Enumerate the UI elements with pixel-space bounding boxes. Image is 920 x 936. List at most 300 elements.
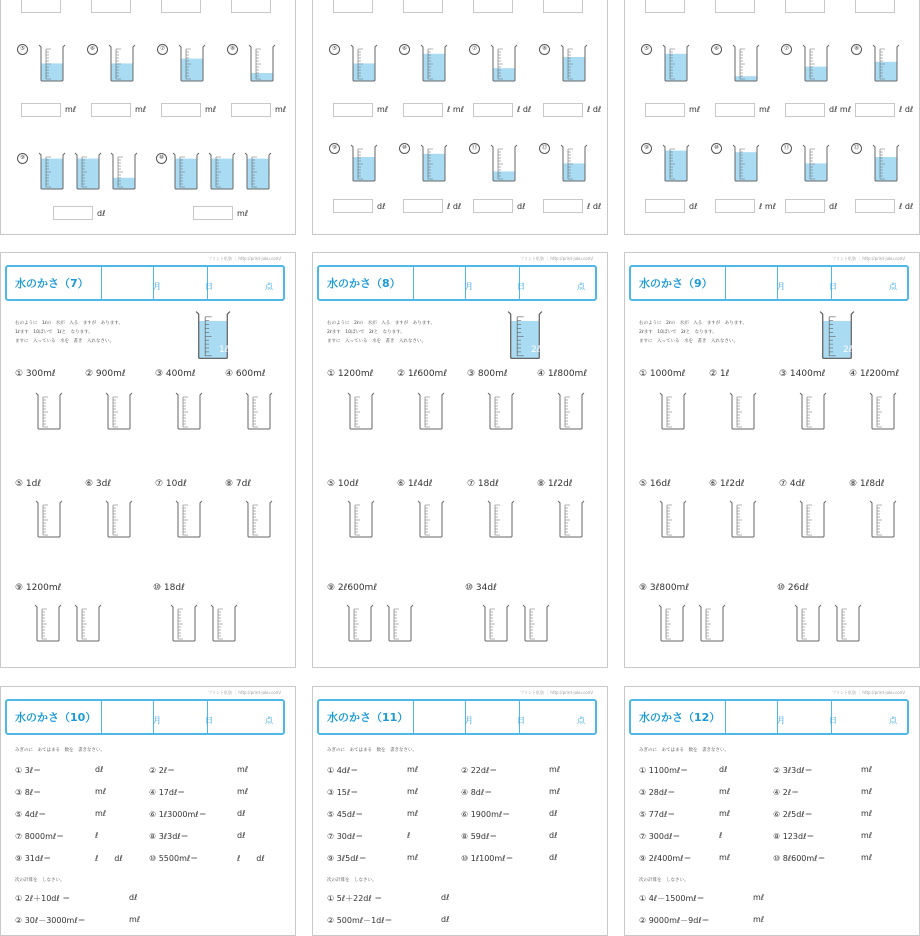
answer-unit: ℓ dℓ	[587, 105, 602, 114]
answer-box[interactable]	[715, 0, 755, 13]
problem-number: ⑫	[851, 143, 862, 154]
empty-beaker-icon	[31, 603, 65, 643]
answer-unit: dℓ	[689, 202, 698, 211]
day-label: 日	[205, 716, 213, 725]
month-label: 月	[153, 282, 161, 291]
conversion-unit: mℓ	[407, 787, 419, 796]
problem-label: ⑤ 1dℓ	[15, 479, 42, 489]
score-label: 点	[577, 716, 585, 725]
conversion-problem: ⑤ 45dℓ＝	[327, 810, 364, 819]
conversion-problem: ② 2ℓ＝	[149, 766, 176, 775]
problem-number: ⑨	[641, 143, 652, 154]
problem-label: ⑥ 1ℓ2dℓ	[709, 479, 745, 489]
conversion-unit: mℓ	[861, 787, 873, 796]
site-credit: プリント私塾 ｜ http://print-juku.com/	[519, 690, 593, 695]
worksheet-header	[629, 265, 909, 301]
empty-beaker-icon	[555, 391, 587, 431]
worksheet-9	[624, 252, 920, 668]
empty-beaker-icon	[791, 603, 825, 643]
answer-unit: dℓ	[377, 202, 386, 211]
empty-beaker-icon	[479, 603, 513, 643]
answer-box[interactable]	[473, 199, 513, 213]
answer-unit: mℓ	[135, 105, 147, 114]
conversion-unit: mℓ	[549, 787, 561, 796]
sample-beaker-label: 2ℓ	[843, 345, 853, 355]
conversion-unit: dℓ	[549, 809, 558, 818]
empty-beaker-icon	[71, 603, 105, 643]
measuring-beaker-icon	[419, 43, 449, 83]
empty-beaker-icon	[485, 391, 517, 431]
answer-box[interactable]	[161, 0, 201, 13]
score-label: 点	[889, 716, 897, 725]
problem-label: ③ 1400mℓ	[779, 369, 826, 379]
measuring-beaker-icon	[419, 143, 449, 183]
empty-beaker-icon	[867, 499, 899, 539]
answer-unit: ℓ dℓ	[517, 105, 532, 114]
measuring-beaker-icon	[731, 43, 761, 83]
problem-number: ⑥	[711, 44, 722, 55]
measuring-beaker-icon	[489, 143, 519, 183]
conversion-unit: dℓ	[237, 809, 246, 818]
problem-number: ⑤	[641, 44, 652, 55]
measuring-beaker-icon	[247, 43, 277, 83]
conversion-problem: ② 22dℓ＝	[461, 766, 498, 775]
empty-beaker-icon	[555, 499, 587, 539]
header-divider	[725, 701, 726, 733]
calc-unit: dℓ	[441, 893, 450, 902]
empty-beaker-icon	[167, 603, 201, 643]
problem-label: ① 1000mℓ	[639, 369, 686, 379]
worksheet-header	[5, 699, 285, 735]
problem-number: ⑦	[469, 44, 480, 55]
answer-box[interactable]	[645, 199, 685, 213]
empty-beaker-icon	[657, 391, 689, 431]
conversion-unit: ℓ	[407, 831, 411, 840]
empty-beaker-icon	[655, 603, 689, 643]
empty-beaker-icon	[415, 391, 447, 431]
conversion-unit: ℓ	[719, 831, 723, 840]
conversion-unit: mℓ	[237, 787, 249, 796]
conversion-unit: mℓ	[237, 765, 249, 774]
answer-unit: dℓ mℓ	[829, 105, 852, 114]
empty-beaker-icon	[727, 391, 759, 431]
empty-beaker-icon	[173, 499, 205, 539]
conversion-unit: mℓ	[719, 787, 731, 796]
empty-beaker-icon	[33, 391, 65, 431]
problem-label: ⑨ 2ℓ600mℓ	[327, 583, 378, 593]
answer-unit: mℓ	[205, 105, 217, 114]
problem-number: ⑫	[539, 143, 550, 154]
answer-box[interactable]	[855, 103, 895, 117]
conversion-problem: ③ 15ℓ＝	[327, 788, 359, 797]
answer-unit: dℓ	[829, 202, 838, 211]
conversion-problem: ③ 28dℓ＝	[639, 788, 676, 797]
measuring-beaker-icon	[349, 143, 379, 183]
measuring-beaker-icon	[109, 151, 139, 191]
problem-label: ⑦ 10dℓ	[155, 479, 187, 489]
instructions: みぎのに あてはまる 数を 書きなさい。	[639, 748, 729, 753]
instructions: 右のように 2ℓの 水が 入る ますが あります。 2ℓます 10ぱいで 2ℓと なります。 ますに 入っている 水を 書き 入れなさい。	[327, 321, 435, 344]
conversion-problem: ⑥ 1900mℓ＝	[461, 810, 511, 819]
problem-number: ⑦	[781, 44, 792, 55]
site-credit: プリント私塾 ｜ http://print-juku.com/	[831, 690, 905, 695]
calc-problem: ① 2ℓ＋10dℓ ＝	[15, 894, 71, 903]
conversion-problem: ⑦ 300dℓ＝	[639, 832, 681, 841]
header-divider	[101, 701, 102, 733]
problem-label: ① 300mℓ	[15, 369, 56, 379]
answer-box[interactable]	[715, 103, 755, 117]
problem-number: ⑥	[399, 44, 410, 55]
score-label: 点	[577, 282, 585, 291]
empty-beaker-icon	[797, 391, 829, 431]
calc-unit: mℓ	[753, 915, 765, 924]
problem-label: ② 1ℓ	[709, 369, 730, 379]
measuring-beaker-icon	[559, 143, 589, 183]
worksheet-title: 水のかさ（7）	[15, 277, 89, 290]
answer-box[interactable]	[161, 103, 201, 117]
conversion-unit: mℓ	[861, 831, 873, 840]
problem-number: ⑧	[227, 44, 238, 55]
problem-label: ⑩ 34dℓ	[465, 583, 497, 593]
conversion-unit: mℓ	[95, 809, 107, 818]
answer-unit: ℓ dℓ	[899, 202, 914, 211]
measuring-beaker-icon	[177, 43, 207, 83]
measuring-beaker-icon	[207, 151, 237, 191]
problem-number: ⑧	[539, 44, 550, 55]
answer-box[interactable]	[543, 0, 583, 13]
conversion-unit: ℓ dℓ	[237, 854, 265, 863]
problem-number: ⑩	[711, 143, 722, 154]
month-label: 月	[777, 282, 785, 291]
answer-unit: ℓ dℓ	[587, 202, 602, 211]
answer-box[interactable]	[403, 0, 443, 13]
problem-number: ⑨	[17, 153, 28, 164]
answer-box[interactable]	[473, 103, 513, 117]
month-label: 月	[777, 716, 785, 725]
answer-unit: dℓ	[97, 209, 106, 218]
answer-box[interactable]	[53, 206, 93, 220]
site-credit: プリント私塾 ｜ http://print-juku.com/	[831, 256, 905, 261]
answer-unit: mℓ	[377, 105, 389, 114]
measuring-beaker-icon	[731, 143, 761, 183]
worksheet-top-left	[0, 0, 296, 235]
answer-box[interactable]	[785, 199, 825, 213]
answer-box[interactable]	[403, 199, 443, 213]
problem-label: ⑩ 18dℓ	[153, 583, 185, 593]
conversion-problem: ⑥ 1ℓ3000mℓ＝	[149, 810, 207, 819]
answer-box[interactable]	[91, 103, 131, 117]
instructions: みぎのに あてはまる 数を 書きなさい。	[15, 748, 105, 753]
conversion-unit: mℓ	[407, 809, 419, 818]
problem-label: ⑥ 3dℓ	[85, 479, 112, 489]
conversion-problem: ⑧ 123dℓ＝	[773, 832, 815, 841]
measuring-beaker-icon	[243, 151, 273, 191]
answer-box[interactable]	[785, 103, 825, 117]
conversion-unit: mℓ	[719, 809, 731, 818]
conversion-unit: mℓ	[549, 765, 561, 774]
problem-number: ⑩	[156, 153, 167, 164]
problem-label: ⑧ 1ℓ8dℓ	[849, 479, 885, 489]
subheading: 次の計算を しなさい。	[639, 878, 689, 883]
worksheet-top-right	[624, 0, 920, 235]
conversion-problem: ② 3ℓ3dℓ＝	[773, 766, 813, 775]
conversion-problem: ④ 2ℓ＝	[773, 788, 800, 797]
conversion-unit: dℓ	[549, 831, 558, 840]
answer-unit: mℓ	[65, 105, 77, 114]
month-label: 月	[465, 716, 473, 725]
worksheet-7	[0, 252, 296, 668]
problem-label: ② 1ℓ600mℓ	[397, 369, 448, 379]
answer-unit: mℓ	[689, 105, 701, 114]
calc-problem: ① 5ℓ＋22dℓ ＝	[327, 894, 383, 903]
answer-box[interactable]	[715, 199, 755, 213]
header-divider	[101, 267, 102, 299]
empty-beaker-icon	[831, 603, 865, 643]
conversion-problem: ⑦ 8000mℓ＝	[15, 832, 65, 841]
month-label: 月	[153, 716, 161, 725]
problem-label: ④ 1ℓ800mℓ	[537, 369, 588, 379]
conversion-problem: ① 4dℓ＝	[327, 766, 359, 775]
worksheet-header	[317, 699, 597, 735]
empty-beaker-icon	[695, 603, 729, 643]
worksheet-header	[317, 265, 597, 301]
empty-beaker-icon	[383, 603, 417, 643]
problem-number: ⑤	[17, 44, 28, 55]
measuring-beaker-icon	[661, 43, 691, 83]
answer-unit: ℓ mℓ	[447, 105, 464, 114]
conversion-problem: ⑤ 4dℓ＝	[15, 810, 47, 819]
conversion-unit: mℓ	[407, 853, 419, 862]
site-credit: プリント私塾 ｜ http://print-juku.com/	[207, 256, 281, 261]
worksheet-title: 水のかさ（10）	[15, 711, 97, 724]
answer-unit: ℓ dℓ	[447, 202, 462, 211]
month-label: 月	[465, 282, 473, 291]
empty-beaker-icon	[519, 603, 553, 643]
header-divider	[413, 267, 414, 299]
conversion-unit: ℓ	[95, 831, 99, 840]
score-label: 点	[265, 716, 273, 725]
empty-beaker-icon	[343, 603, 377, 643]
calc-problem: ② 30ℓ－3000mℓ＝	[15, 916, 86, 925]
answer-box[interactable]	[21, 0, 61, 13]
conversion-unit: dℓ	[549, 853, 558, 862]
day-label: 日	[517, 282, 525, 291]
empty-beaker-icon	[345, 499, 377, 539]
answer-box[interactable]	[91, 0, 131, 13]
conversion-problem: ⑧ 3ℓ3dℓ＝	[149, 832, 189, 841]
problem-number: ⑪	[469, 143, 480, 154]
empty-beaker-icon	[797, 499, 829, 539]
answer-box[interactable]	[403, 103, 443, 117]
answer-box[interactable]	[473, 0, 513, 13]
measuring-beaker-icon	[871, 143, 901, 183]
conversion-problem: ⑦ 30dℓ＝	[327, 832, 364, 841]
conversion-unit: dℓ	[95, 765, 104, 774]
empty-beaker-icon	[207, 603, 241, 643]
conversion-unit: mℓ	[861, 765, 873, 774]
answer-unit: ℓ mℓ	[759, 202, 776, 211]
measuring-beaker-icon	[107, 43, 137, 83]
answer-box[interactable]	[543, 199, 583, 213]
problem-number: ⑨	[329, 143, 340, 154]
problem-number: ⑪	[781, 143, 792, 154]
empty-beaker-icon	[415, 499, 447, 539]
answer-unit: mℓ	[275, 105, 287, 114]
conversion-problem: ⑩ 5500mℓ＝	[149, 854, 199, 863]
score-label: 点	[889, 282, 897, 291]
conversion-unit: mℓ	[719, 853, 731, 862]
calc-problem: ② 9000mℓ－9dℓ＝	[639, 916, 710, 925]
conversion-problem: ① 3ℓ＝	[15, 766, 42, 775]
day-label: 日	[205, 282, 213, 291]
sample-beaker-label: 1ℓ	[219, 345, 229, 355]
worksheet-header	[629, 699, 909, 735]
site-credit: プリント私塾 ｜ http://print-juku.com/	[207, 690, 281, 695]
problem-number: ⑥	[87, 44, 98, 55]
answer-box[interactable]	[543, 103, 583, 117]
calc-unit: mℓ	[129, 915, 141, 924]
conversion-problem: ⑩ 1ℓ100mℓ＝	[461, 854, 514, 863]
problem-number: ⑤	[329, 44, 340, 55]
subheading: 次の計算を しなさい。	[327, 878, 377, 883]
problem-label: ⑧ 7dℓ	[225, 479, 252, 489]
empty-beaker-icon	[243, 499, 275, 539]
problem-number: ⑩	[399, 143, 410, 154]
measuring-beaker-icon	[37, 43, 67, 83]
conversion-unit: mℓ	[407, 765, 419, 774]
measuring-beaker-icon	[801, 43, 831, 83]
problem-label: ② 900mℓ	[85, 369, 126, 379]
worksheet-header	[5, 265, 285, 301]
answer-box[interactable]	[333, 199, 373, 213]
answer-box[interactable]	[21, 103, 61, 117]
conversion-unit: mℓ	[861, 809, 873, 818]
problem-label: ④ 1ℓ200mℓ	[849, 369, 900, 379]
problem-label: ⑨ 1200mℓ	[15, 583, 62, 593]
problem-label: ③ 800mℓ	[467, 369, 508, 379]
answer-unit: dℓ	[517, 202, 526, 211]
empty-beaker-icon	[103, 499, 135, 539]
problem-label: ④ 600mℓ	[225, 369, 266, 379]
answer-unit: mℓ	[237, 209, 249, 218]
measuring-beaker-icon	[559, 43, 589, 83]
conversion-unit: mℓ	[95, 787, 107, 796]
conversion-problem: ⑩ 8ℓ600mℓ＝	[773, 854, 826, 863]
conversion-problem: ⑨ 31dℓ＝	[15, 854, 52, 863]
header-divider	[725, 267, 726, 299]
answer-box[interactable]	[333, 103, 373, 117]
worksheet-title: 水のかさ（9）	[639, 277, 713, 290]
measuring-beaker-icon	[171, 151, 201, 191]
worksheet-10	[0, 686, 296, 936]
empty-beaker-icon	[173, 391, 205, 431]
problem-label: ⑥ 1ℓ4dℓ	[397, 479, 433, 489]
problem-label: ⑩ 26dℓ	[777, 583, 809, 593]
day-label: 日	[829, 716, 837, 725]
empty-beaker-icon	[33, 499, 65, 539]
conversion-unit: ℓ dℓ	[95, 854, 123, 863]
problem-label: ⑦ 4dℓ	[779, 479, 806, 489]
conversion-unit: mℓ	[861, 853, 873, 862]
conversion-unit: dℓ	[237, 831, 246, 840]
empty-beaker-icon	[727, 499, 759, 539]
answer-box[interactable]	[645, 0, 685, 13]
worksheet-title: 水のかさ（12）	[639, 711, 721, 724]
answer-unit: mℓ	[759, 105, 771, 114]
measuring-beaker-icon	[73, 151, 103, 191]
answer-unit: ℓ dℓ	[899, 105, 914, 114]
conversion-problem: ⑧ 59dℓ＝	[461, 832, 498, 841]
measuring-beaker-icon	[871, 43, 901, 83]
measuring-beaker-icon	[489, 43, 519, 83]
worksheet-title: 水のかさ（11）	[327, 711, 409, 724]
conversion-problem: ⑨ 2ℓ400mℓ＝	[639, 854, 692, 863]
worksheet-top-center	[312, 0, 608, 235]
answer-box[interactable]	[333, 0, 373, 13]
instructions: 右のように 1ℓの 水が 入る ますが あります。 1ℓます 10ぱいで 1ℓと なります。 ますに 入っている 水を 書き 入れなさい。	[15, 321, 123, 344]
measuring-beaker-icon	[661, 143, 691, 183]
problem-number: ⑦	[157, 44, 168, 55]
calc-problem: ① 4ℓ－1500mℓ＝	[639, 894, 705, 903]
empty-beaker-icon	[867, 391, 899, 431]
worksheet-11	[312, 686, 608, 936]
answer-box[interactable]	[855, 0, 895, 13]
answer-box[interactable]	[855, 199, 895, 213]
problem-label: ⑨ 3ℓ800mℓ	[639, 583, 690, 593]
calc-problem: ② 500mℓ－1dℓ＝	[327, 916, 393, 925]
conversion-problem: ④ 8dℓ＝	[461, 788, 493, 797]
measuring-beaker-icon	[349, 43, 379, 83]
header-divider	[413, 701, 414, 733]
conversion-problem: ⑤ 77dℓ＝	[639, 810, 676, 819]
answer-box[interactable]	[645, 103, 685, 117]
conversion-problem: ⑥ 2ℓ5dℓ＝	[773, 810, 813, 819]
problem-label: ③ 400mℓ	[155, 369, 196, 379]
worksheet-title: 水のかさ（8）	[327, 277, 401, 290]
calc-unit: mℓ	[753, 893, 765, 902]
site-credit: プリント私塾 ｜ http://print-juku.com/	[519, 256, 593, 261]
empty-beaker-icon	[485, 499, 517, 539]
answer-box[interactable]	[231, 103, 271, 117]
day-label: 日	[829, 282, 837, 291]
problem-label: ⑦ 18dℓ	[467, 479, 499, 489]
problem-label: ⑤ 10dℓ	[327, 479, 359, 489]
conversion-problem: ① 1100mℓ＝	[639, 766, 689, 775]
empty-beaker-icon	[345, 391, 377, 431]
calc-unit: dℓ	[441, 915, 450, 924]
empty-beaker-icon	[103, 391, 135, 431]
answer-box[interactable]	[231, 0, 271, 13]
problem-label: ⑤ 16dℓ	[639, 479, 671, 489]
calc-unit: dℓ	[129, 893, 138, 902]
worksheet-8	[312, 252, 608, 668]
conversion-unit: dℓ	[719, 765, 728, 774]
answer-box[interactable]	[193, 206, 233, 220]
conversion-problem: ④ 17dℓ＝	[149, 788, 186, 797]
score-label: 点	[265, 282, 273, 291]
problem-label: ① 1200mℓ	[327, 369, 374, 379]
problem-label: ⑧ 1ℓ2dℓ	[537, 479, 573, 489]
conversion-problem: ③ 8ℓ＝	[15, 788, 42, 797]
worksheet-12	[624, 686, 920, 936]
measuring-beaker-icon	[37, 151, 67, 191]
empty-beaker-icon	[243, 391, 275, 431]
measuring-beaker-icon	[801, 143, 831, 183]
day-label: 日	[517, 716, 525, 725]
answer-box[interactable]	[785, 0, 825, 13]
sample-beaker-label: 2ℓ	[531, 345, 541, 355]
conversion-problem: ⑨ 3ℓ5dℓ＝	[327, 854, 367, 863]
